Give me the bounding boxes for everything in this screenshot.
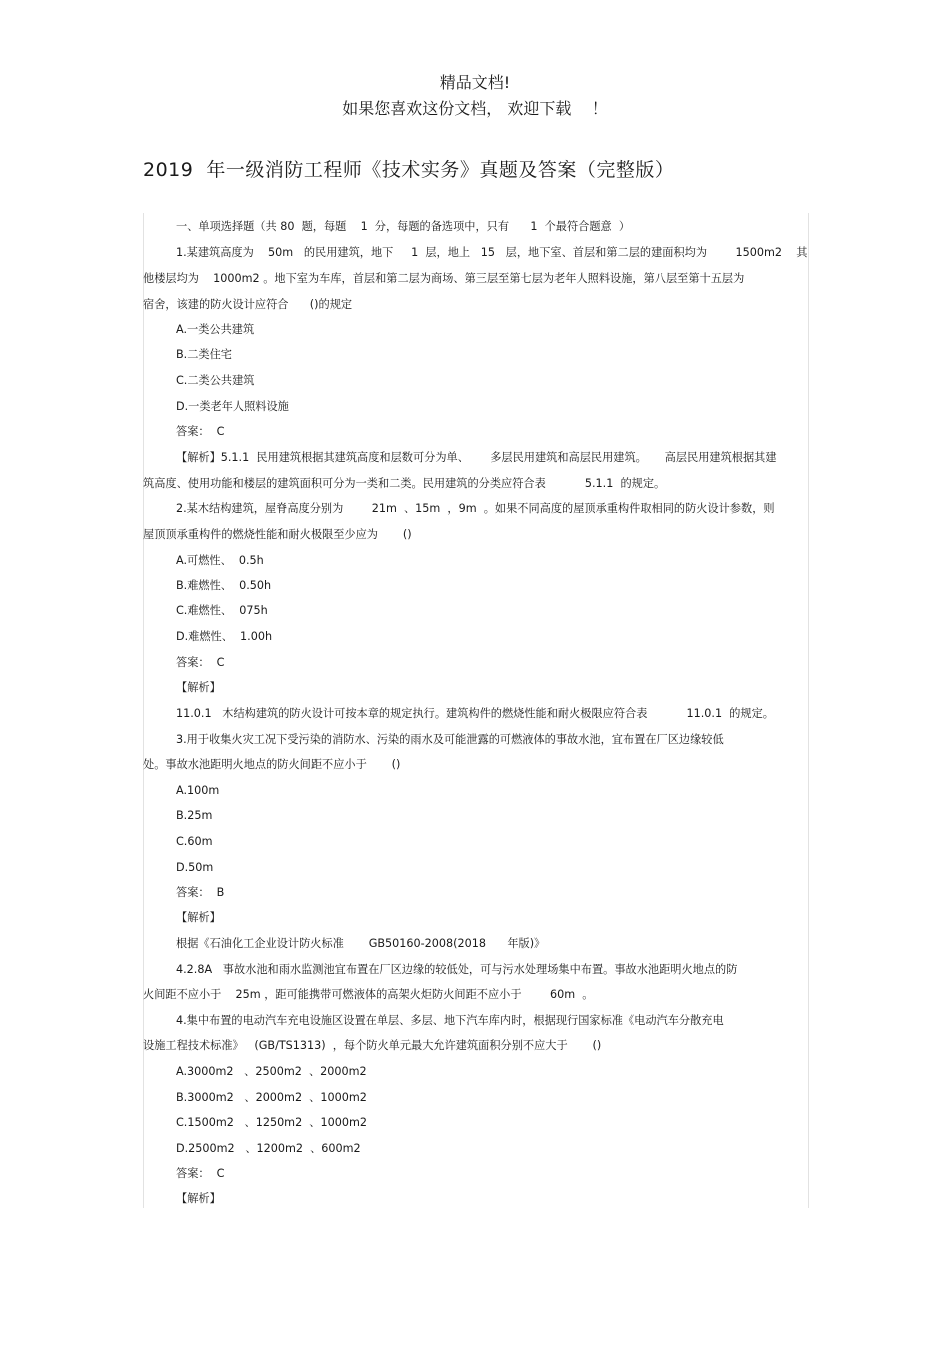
question-1-line-2: 他楼层均为 1000m2 。地下室为车库，首层和第二层为商场、第三层至第七层为老年人照料设施，第八层至第十五层为 bbox=[143, 272, 745, 285]
header-line-1: 精品文档! bbox=[439, 73, 511, 92]
option-d: D.难燃性、 1.00h bbox=[176, 630, 273, 643]
option-c: C.1500m2 、1250m2 、1000m2 bbox=[176, 1116, 367, 1129]
option-a: A.3000m2 、2500m2 、2000m2 bbox=[176, 1065, 367, 1078]
analysis-heading: 【解析】 bbox=[176, 681, 221, 694]
question-4-line-1: 4.集中布置的电动汽车充电设施区设置在单层、多层、地下汽车库内时，根据现行国家标准《电动汽车分散充电 bbox=[176, 1014, 724, 1027]
answer: 答案： B bbox=[176, 886, 225, 899]
option-b: B.难燃性、 0.50h bbox=[176, 579, 272, 592]
answer: 答案： C bbox=[176, 1167, 225, 1180]
answer: 答案： C bbox=[176, 656, 225, 669]
question-2-line-2: 屋顶顶承重构件的燃烧性能和耐火极限至少应为 () bbox=[143, 528, 412, 541]
question-2-line-1: 2.某木结构建筑，屋脊高度分别为 21m 、15m ，9m 。如果不同高度的屋顶承重构件取相同的防火设计参数，则 bbox=[176, 502, 775, 515]
header-line-2: 如果您喜欢这份文档， 欢迎下载 ！ bbox=[342, 99, 608, 118]
option-d: D.一类老年人照料设施 bbox=[176, 400, 289, 413]
answer: 答案： C bbox=[176, 425, 225, 438]
question-4-line-2: 设施工程技术标准》 (GB/TS1313) ，每个防火单元最大允许建筑面积分别不应大于 () bbox=[143, 1039, 602, 1052]
option-c: C.60m bbox=[176, 835, 213, 848]
option-a: A.100m bbox=[176, 784, 220, 797]
analysis-line: 11.0.1 木结构建筑的防火设计可按本章的规定执行。建筑构件的燃烧性能和耐火极限应符合表 11.0.1 的规定。 bbox=[176, 707, 774, 720]
option-c: C.难燃性、 075h bbox=[176, 604, 268, 617]
option-d: D.2500m2 、1200m2 、600m2 bbox=[176, 1142, 361, 1155]
section-heading: 一、单项选择题（共 80 题，每题 1 分，每题的备选项中，只有 1 个最符合题意 ） bbox=[176, 220, 631, 233]
analysis-reference: 根据《石油化工企业设计防火标准 GB50160-2008(2018 年版)》 bbox=[176, 937, 546, 950]
analysis-line-2: 火间距不应小于 25m ，距可能携带可燃液体的高架火炬防火间距不应小于 60m 。 bbox=[143, 988, 594, 1001]
analysis-line-2: 筑高度、使用功能和楼层的建筑面积可分为一类和二类。民用建筑的分类应符合表 5.1.1 的规定。 bbox=[143, 477, 666, 490]
option-d: D.50m bbox=[176, 861, 214, 874]
option-b: B.二类住宅 bbox=[176, 348, 232, 361]
question-1-line-1: 1.某建筑高度为 50m 的民用建筑，地下 1 层，地上 15 层，地下室、首层和第二层的建面积均为 1500m2 其 bbox=[176, 246, 808, 259]
analysis-line-1: 【解析】5.1.1 民用建筑根据其建筑高度和层数可分为单、 多层民用建筑和高层民用建筑。 高层民用建筑根据其建 bbox=[176, 451, 777, 464]
question-1-line-3: 宿舍，该建的防火设计应符合 ()的规定 bbox=[143, 298, 353, 311]
analysis-line-1: 4.2.8A 事故水池和雨水监测池宜布置在厂区边缘的较低处，可与污水处理场集中布置。事故水池距明火地点的防 bbox=[176, 963, 738, 976]
document-title: 2019 年一级消防工程师《技术实务》真题及答案（完整版） bbox=[143, 159, 675, 181]
option-b: B.25m bbox=[176, 809, 213, 822]
analysis-heading: 【解析】 bbox=[176, 911, 221, 924]
option-c: C.二类公共建筑 bbox=[176, 374, 255, 387]
option-b: B.3000m2 、2000m2 、1000m2 bbox=[176, 1091, 367, 1104]
option-a: A.一类公共建筑 bbox=[176, 323, 255, 336]
option-a: A.可燃性、 0.5h bbox=[176, 554, 264, 567]
question-3-line-2: 处。事故水池距明火地点的防火间距不应小于 () bbox=[143, 758, 401, 771]
analysis-heading: 【解析】 bbox=[176, 1192, 221, 1205]
question-3-line-1: 3.用于收集火灾工况下受污染的消防水、污染的雨水及可能泄露的可燃液体的事故水池，宜布置在厂区边缘较低 bbox=[176, 733, 724, 746]
